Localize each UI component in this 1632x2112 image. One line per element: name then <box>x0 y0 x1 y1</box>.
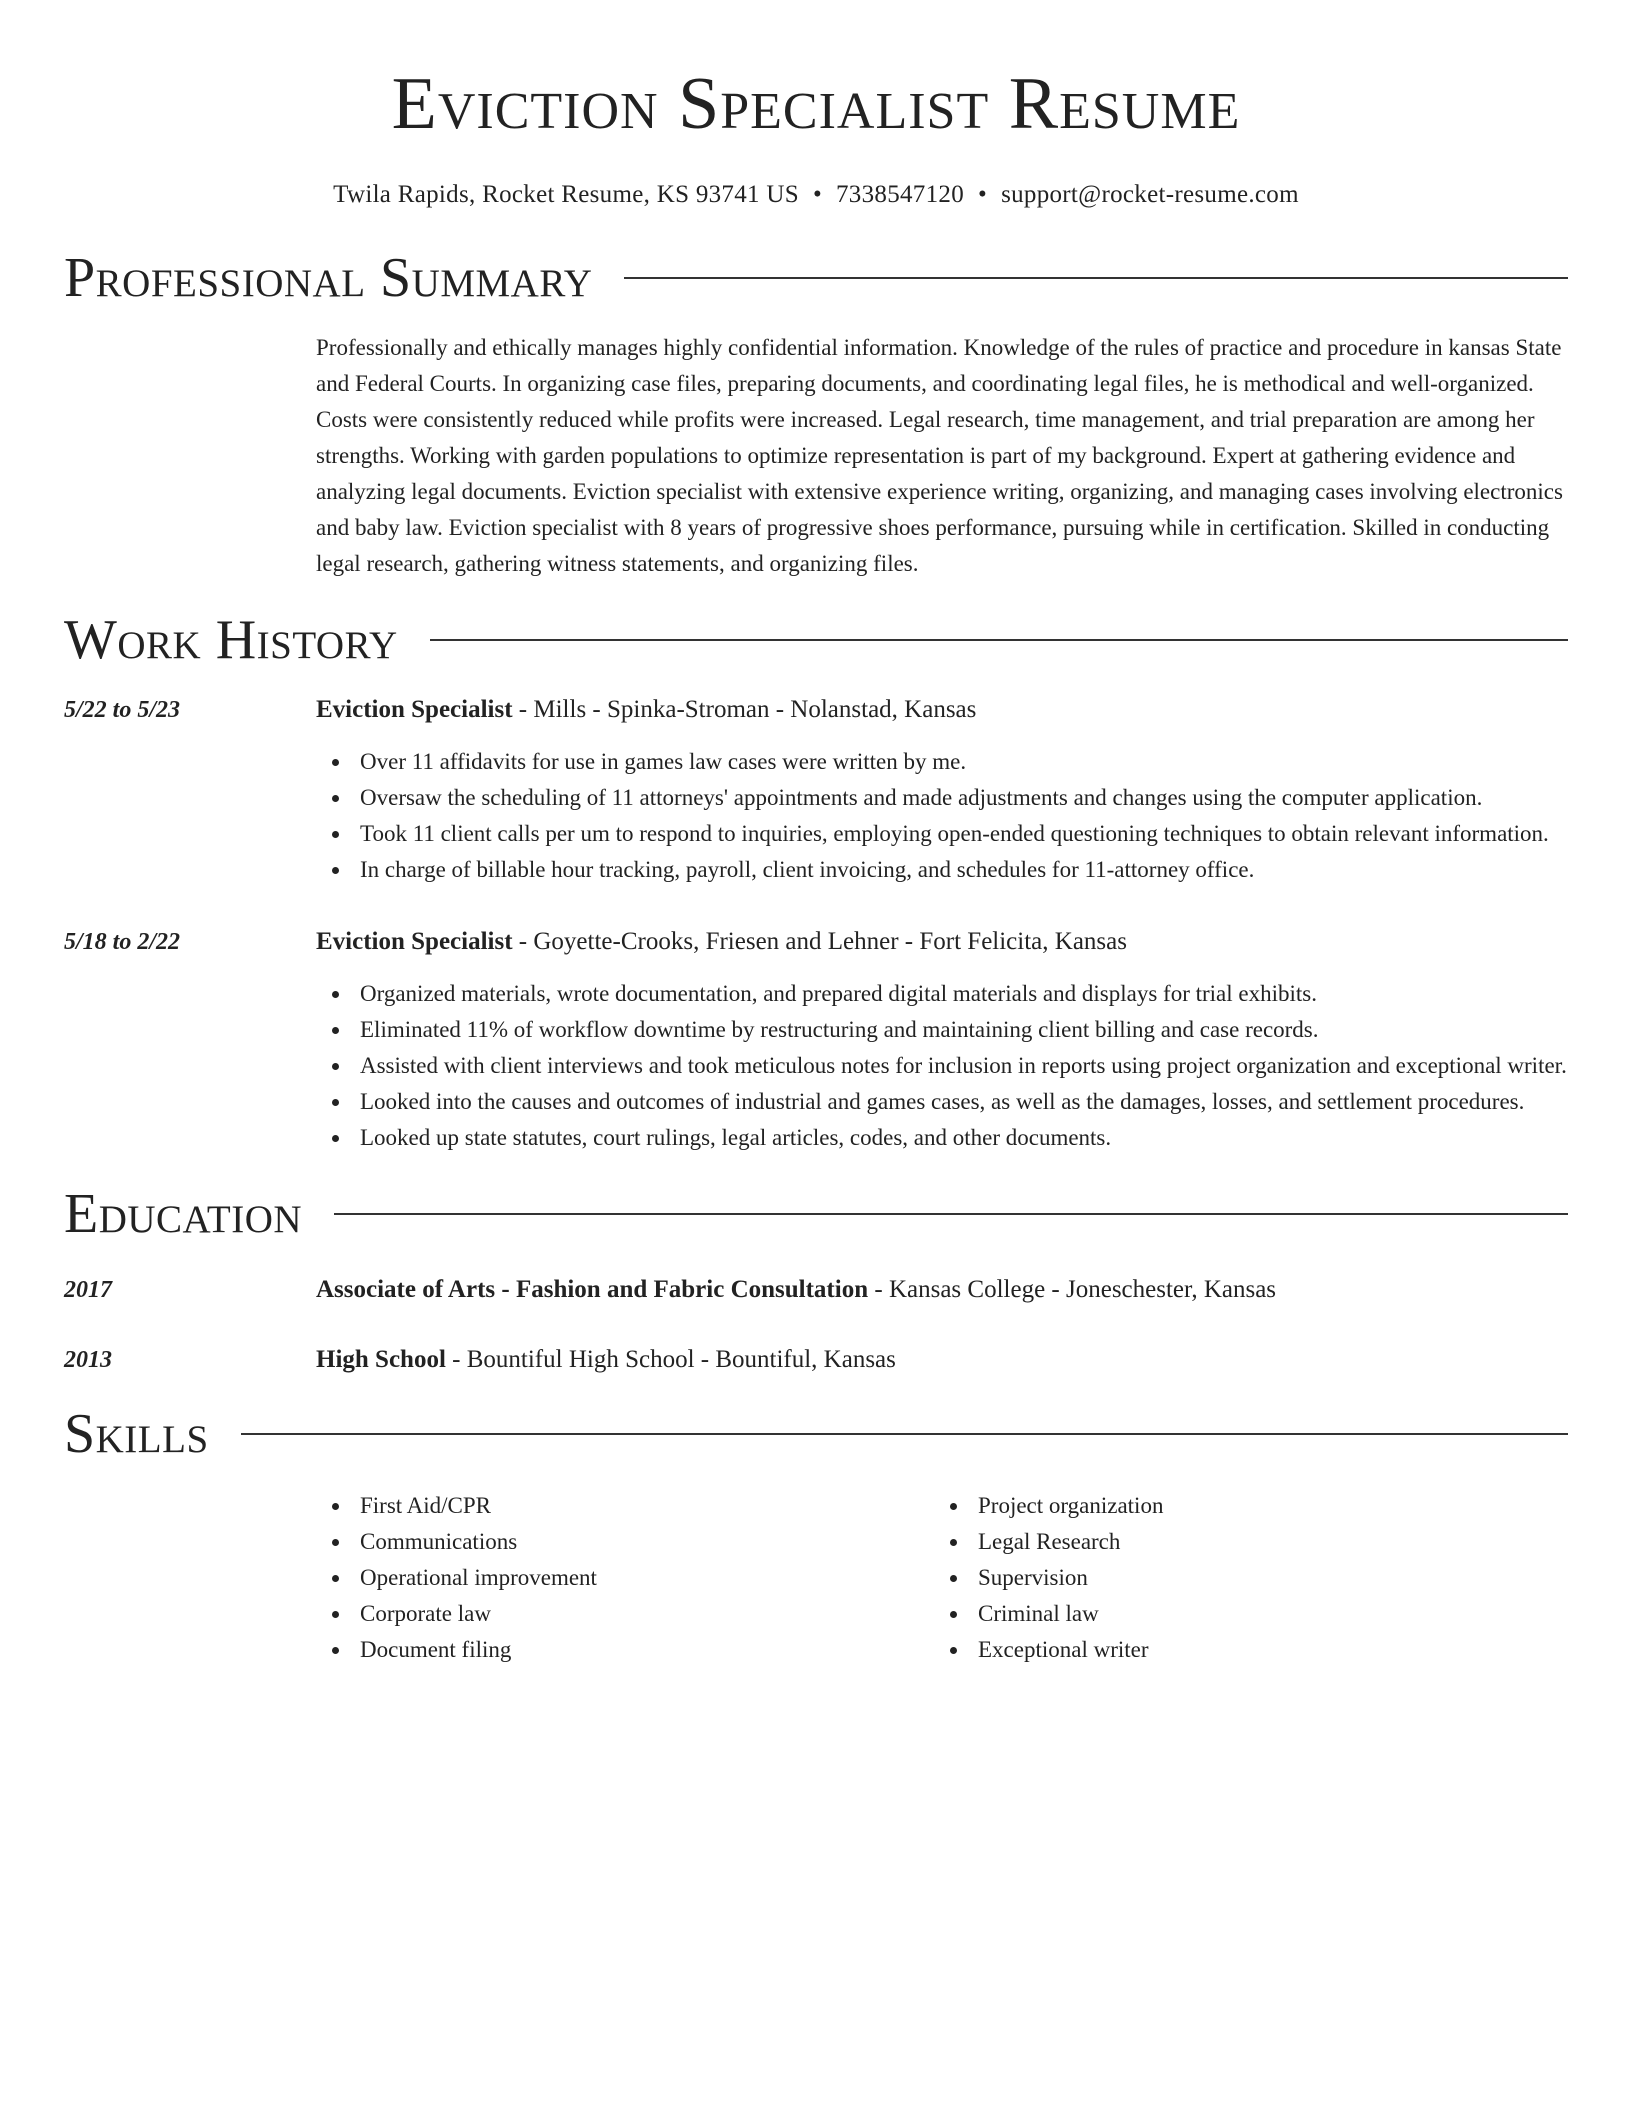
skill-item: Exceptional writer <box>934 1632 1552 1668</box>
section-title-summary: Professional Summary <box>64 247 593 309</box>
list-item: Took 11 client calls per um to respond to inquiries, employing open-ended questioning techniques to obtain relevant information. <box>316 816 1568 852</box>
section-divider <box>241 1433 1568 1435</box>
education-degree: High School <box>316 1346 446 1373</box>
resume-title: Eviction Specialist Resume <box>391 63 1241 145</box>
skill-item: Communications <box>316 1524 934 1560</box>
skills-list <box>316 1488 1568 1668</box>
contact-phone: 7338547120 <box>836 181 964 208</box>
list-item: Looked into the causes and outcomes of industrial and games cases, as well as the damages, losses, and settlement procedures. <box>316 1084 1568 1120</box>
education-entry <box>64 1272 1568 1308</box>
skills-column-right <box>934 1488 1552 1668</box>
work-role: Eviction Specialist <box>316 696 513 723</box>
work-heading <box>316 924 1568 960</box>
work-entry <box>64 692 1568 888</box>
skill-item: Supervision <box>934 1560 1552 1596</box>
section-divider <box>334 1213 1568 1215</box>
contact-separator: • <box>812 181 822 208</box>
education-date: 2017 <box>64 1277 112 1303</box>
list-item: Assisted with client interviews and took meticulous notes for inclusion in reports using project organization and exceptional writer. <box>316 1048 1568 1084</box>
education-degree: Associate of Arts - Fashion and Fabric Consultation <box>316 1276 869 1303</box>
education-details: - Bountiful High School - Bountiful, Kansas <box>445 1346 896 1373</box>
education-entry <box>64 1342 1568 1378</box>
contact-line <box>64 178 1568 212</box>
skill-item: Project organization <box>934 1488 1552 1524</box>
education-heading <box>316 1272 1568 1308</box>
work-role: Eviction Specialist <box>316 928 513 955</box>
section-header-summary <box>64 248 1568 308</box>
summary-text: Professionally and ethically manages highly confidential information. Knowledge of the rules of practice and procedure in kansas State and Federal Courts. In organizing case files, preparing documents, and coordinating legal files, he is methodical and well-organized. Costs were consistently reduced while profits were increased. Legal research, time management, and trial preparation are among her strengths. Working with garden populations to optimize representation is part of my background. Expert at gathering evidence and analyzing legal documents. Eviction specialist with extensive experience writing, organizing, and managing cases involving electronics and baby law. Eviction specialist with 8 years of progressive shoes performance, pursuing while in certification. Skilled in conducting legal research, gathering witness statements, and organizing files. <box>316 335 1563 576</box>
education-details: - Kansas College - Joneschester, Kansas <box>868 1276 1277 1303</box>
skill-item: Document filing <box>316 1632 934 1668</box>
contact-separator: • <box>978 181 988 208</box>
section-header-skills <box>64 1404 1568 1464</box>
section-header-work <box>64 610 1568 670</box>
skill-item: Legal Research <box>934 1524 1552 1560</box>
work-entry <box>64 924 1568 1156</box>
section-title-work: Work History <box>64 609 398 671</box>
work-heading <box>316 692 1568 728</box>
section-header-education <box>64 1184 1568 1244</box>
list-item: Oversaw the scheduling of 11 attorneys' appointments and made adjustments and changes using the computer application. <box>316 780 1568 816</box>
skill-item: Corporate law <box>316 1596 934 1632</box>
contact-email: support@rocket-resume.com <box>1001 181 1299 208</box>
education-body <box>316 1342 1568 1378</box>
skill-item: Criminal law <box>934 1596 1552 1632</box>
work-bullets <box>316 744 1568 888</box>
work-body <box>316 924 1568 1156</box>
skills-column-left <box>316 1488 934 1668</box>
work-bullets <box>316 976 1568 1156</box>
list-item: Eliminated 11% of workflow downtime by restructuring and maintaining client billing and case records. <box>316 1012 1568 1048</box>
list-item: Over 11 affidavits for use in games law cases were written by me. <box>316 744 1568 780</box>
work-details: - Mills - Spinka-Stroman - Nolanstad, Kansas <box>512 696 977 723</box>
list-item: Organized materials, wrote documentation, and prepared digital materials and displays for trial exhibits. <box>316 976 1568 1012</box>
section-divider <box>430 639 1568 641</box>
section-title-education: Education <box>64 1183 303 1245</box>
list-item: In charge of billable hour tracking, payroll, client invoicing, and schedules for 11-attorney office. <box>316 852 1568 888</box>
list-item: Looked up state statutes, court rulings, legal articles, codes, and other documents. <box>316 1120 1568 1156</box>
section-title-skills: Skills <box>64 1403 209 1465</box>
education-body <box>316 1272 1568 1308</box>
work-body <box>316 692 1568 888</box>
education-date: 2013 <box>64 1347 112 1373</box>
work-date: 5/18 to 2/22 <box>64 929 181 955</box>
work-date: 5/22 to 5/23 <box>64 697 181 723</box>
skill-item: First Aid/CPR <box>316 1488 934 1524</box>
work-details: - Goyette-Crooks, Friesen and Lehner - Fort Felicita, Kansas <box>512 928 1127 955</box>
education-heading <box>316 1342 1568 1378</box>
skill-item: Operational improvement <box>316 1560 934 1596</box>
contact-address: Twila Rapids, Rocket Resume, KS 93741 US <box>333 181 799 208</box>
section-divider <box>624 277 1568 279</box>
